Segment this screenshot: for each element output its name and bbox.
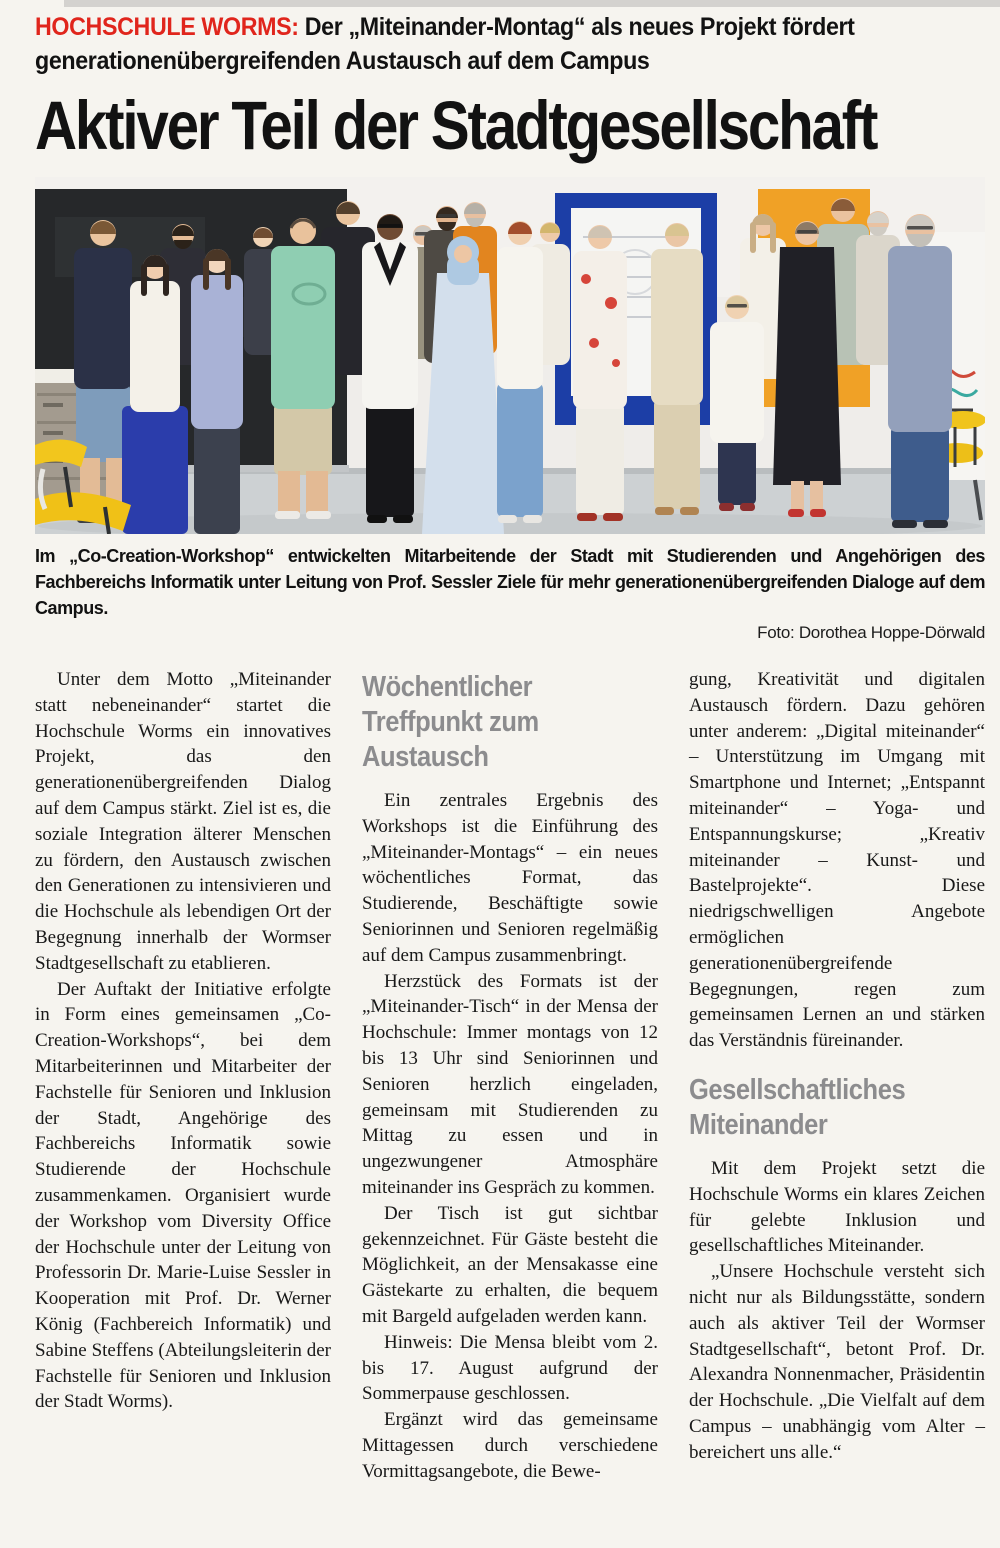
person-figure [271,218,335,519]
body-paragraph: Ein zentrales Ergebnis des Workshops ist die Einführung des „Miteinander-Montags“ – ein neues wöchentliches Format, das Studierende, Beschäftigte sowie Seniorinnen und Senioren regelmäßig auf dem Campus zusammenbringt. [362,790,658,966]
article [35,10,985,1485]
column-1 [35,667,331,1485]
group-photo-illustration [35,177,985,534]
body-paragraph: Mit dem Projekt setzt die Hochschule Worms ein klares Zeichen für gelebte Inklusion und gesellschaftliches Miteinander. [689,1157,985,1257]
column-2 [362,667,658,1485]
person-figure [497,221,543,523]
photo-caption: Im „Co-Creation-Workshop“ entwickelten Mitarbeitende der Stadt mit Studierenden und Angehörigen des Fachbereichs Informatik unter Leitung von Prof. Sessler Ziele für mehr generationenübergreifenden Dialoge auf dem Campus. [35,546,985,618]
body-paragraph: Ergänzt wird das gemeinsame Mittagessen durch verschiedene Vormittagsangebote, die Bewe- [362,1409,658,1482]
column-3 [689,667,985,1485]
person-figure [122,255,188,534]
person-figure [888,214,952,528]
body-paragraph: Hinweis: Die Mensa bleibt vom 2. bis 17. August aufgrund der Sommerpause geschlossen. [362,1331,658,1405]
kicker [35,10,980,78]
kicker-label: HOCHSCHULE WORMS: [35,13,299,41]
column-subheading: Wöchentlicher Treffpunkt zum Austausch [362,671,539,773]
column-subheading: Gesellschaftliches Miteinander [689,1073,906,1141]
page-top-rule [64,0,1000,7]
body-paragraph: „Unsere Hochschule versteht sich nicht nur als Bildungsstätte, sondern auch als aktiver Teil der Wormser Stadtgesellschaft“, betont Prof. Dr. Alexandra Nonnenmacher, Präsidentin der Hochschule. „Die Vielfalt auf dem Campus – unabhängig vom Alter – bereichert uns alle.“ [689,1261,985,1463]
person-figure [651,223,703,515]
kicker-text: Der „Miteinander-Montag“ als neues Projekt fördert generationenübergreifenden Austausch auf dem Campus [35,13,855,75]
person-figure [773,221,841,517]
person-figure [191,249,243,534]
person-figure [710,295,764,511]
body-paragraph: Der Auftakt der Initiative erfolgte in Form eines gemeinsamen „Co-Creation-Workshops“, bei dem Mitarbeiterinnen und Mitarbeiter der Fachstelle für Senioren und Inklusion der Stadt, Angehörige des Fachbereichs Informatik sowie Studierende der Hochschule zusammenkamen. Organisiert wurde der Workshop vom Diversity Office der Hochschule unter der Leitung von Professorin Dr. Marie-Luise Sessler in Kooperation mit Prof. Dr. Werner König (Fachbereich Informatik) und Sabine Steffens (Abteilungsleiterin der Fachstelle für Senioren und Inklusion der Stadt Worms). [35,978,331,1413]
article-photo [35,177,985,534]
photo-credit: Foto: Dorothea Hoppe-Dörwald [757,623,985,642]
body-paragraph: Der Tisch ist gut sichtbar gekennzeichnet. Für Gäste besteht die Möglichkeit, an der Mensakasse eine Gästekarte zu erhalten, die bequem mit Bargeld aufgeladen werden kann. [362,1202,658,1327]
body-paragraph: Unter dem Motto „Miteinander statt nebeneinander“ startet die Hochschule Worms ein innovatives Projekt, das den generationenübergreifenden Dialog auf dem Campus stärkt. Ziel ist es, die soziale Integration älterer Menschen zu fördern, den Austausch zwischen den Generationen zu intensivieren und die Hochschule als lebendigen Ort der Begegnung innerhalb der Wormser Stadtgesellschaft zu etablieren. [35,669,331,974]
body-paragraph: gung, Kreativität und digitalen Austausch fördern. Dazu gehören unter anderem: „Digital miteinander“ – Unterstützung im Umgang mit Smartphone und Internet; „Entspannt miteinander“ – Yoga- und Entspannungskurse; „Kreativ miteinander – Kunst- und Bastelprojekte“. Diese niedrigschwelligen Angebote ermöglichen generationenübergreifende Begegnungen, regen zum gemeinsamen Lernen an und stärken das Verständnis füreinander. [689,669,985,1052]
headline: Aktiver Teil der Stadtgesellschaft [35,87,877,164]
person-figure [362,214,418,523]
body-paragraph: Herzstück des Formats ist der „Miteinander-Tisch“ in der Mensa der Hochschule: Immer montags von 12 bis 13 Uhr sind Seniorinnen und Senioren herzlich eingeladen, gemeinsam mit Studierenden zu Mittag zu essen und in ungezwungener Atmosphäre miteinander ins Gespräch zu kommen. [362,970,658,1198]
article-columns [35,667,985,1485]
person-figure [573,225,627,521]
